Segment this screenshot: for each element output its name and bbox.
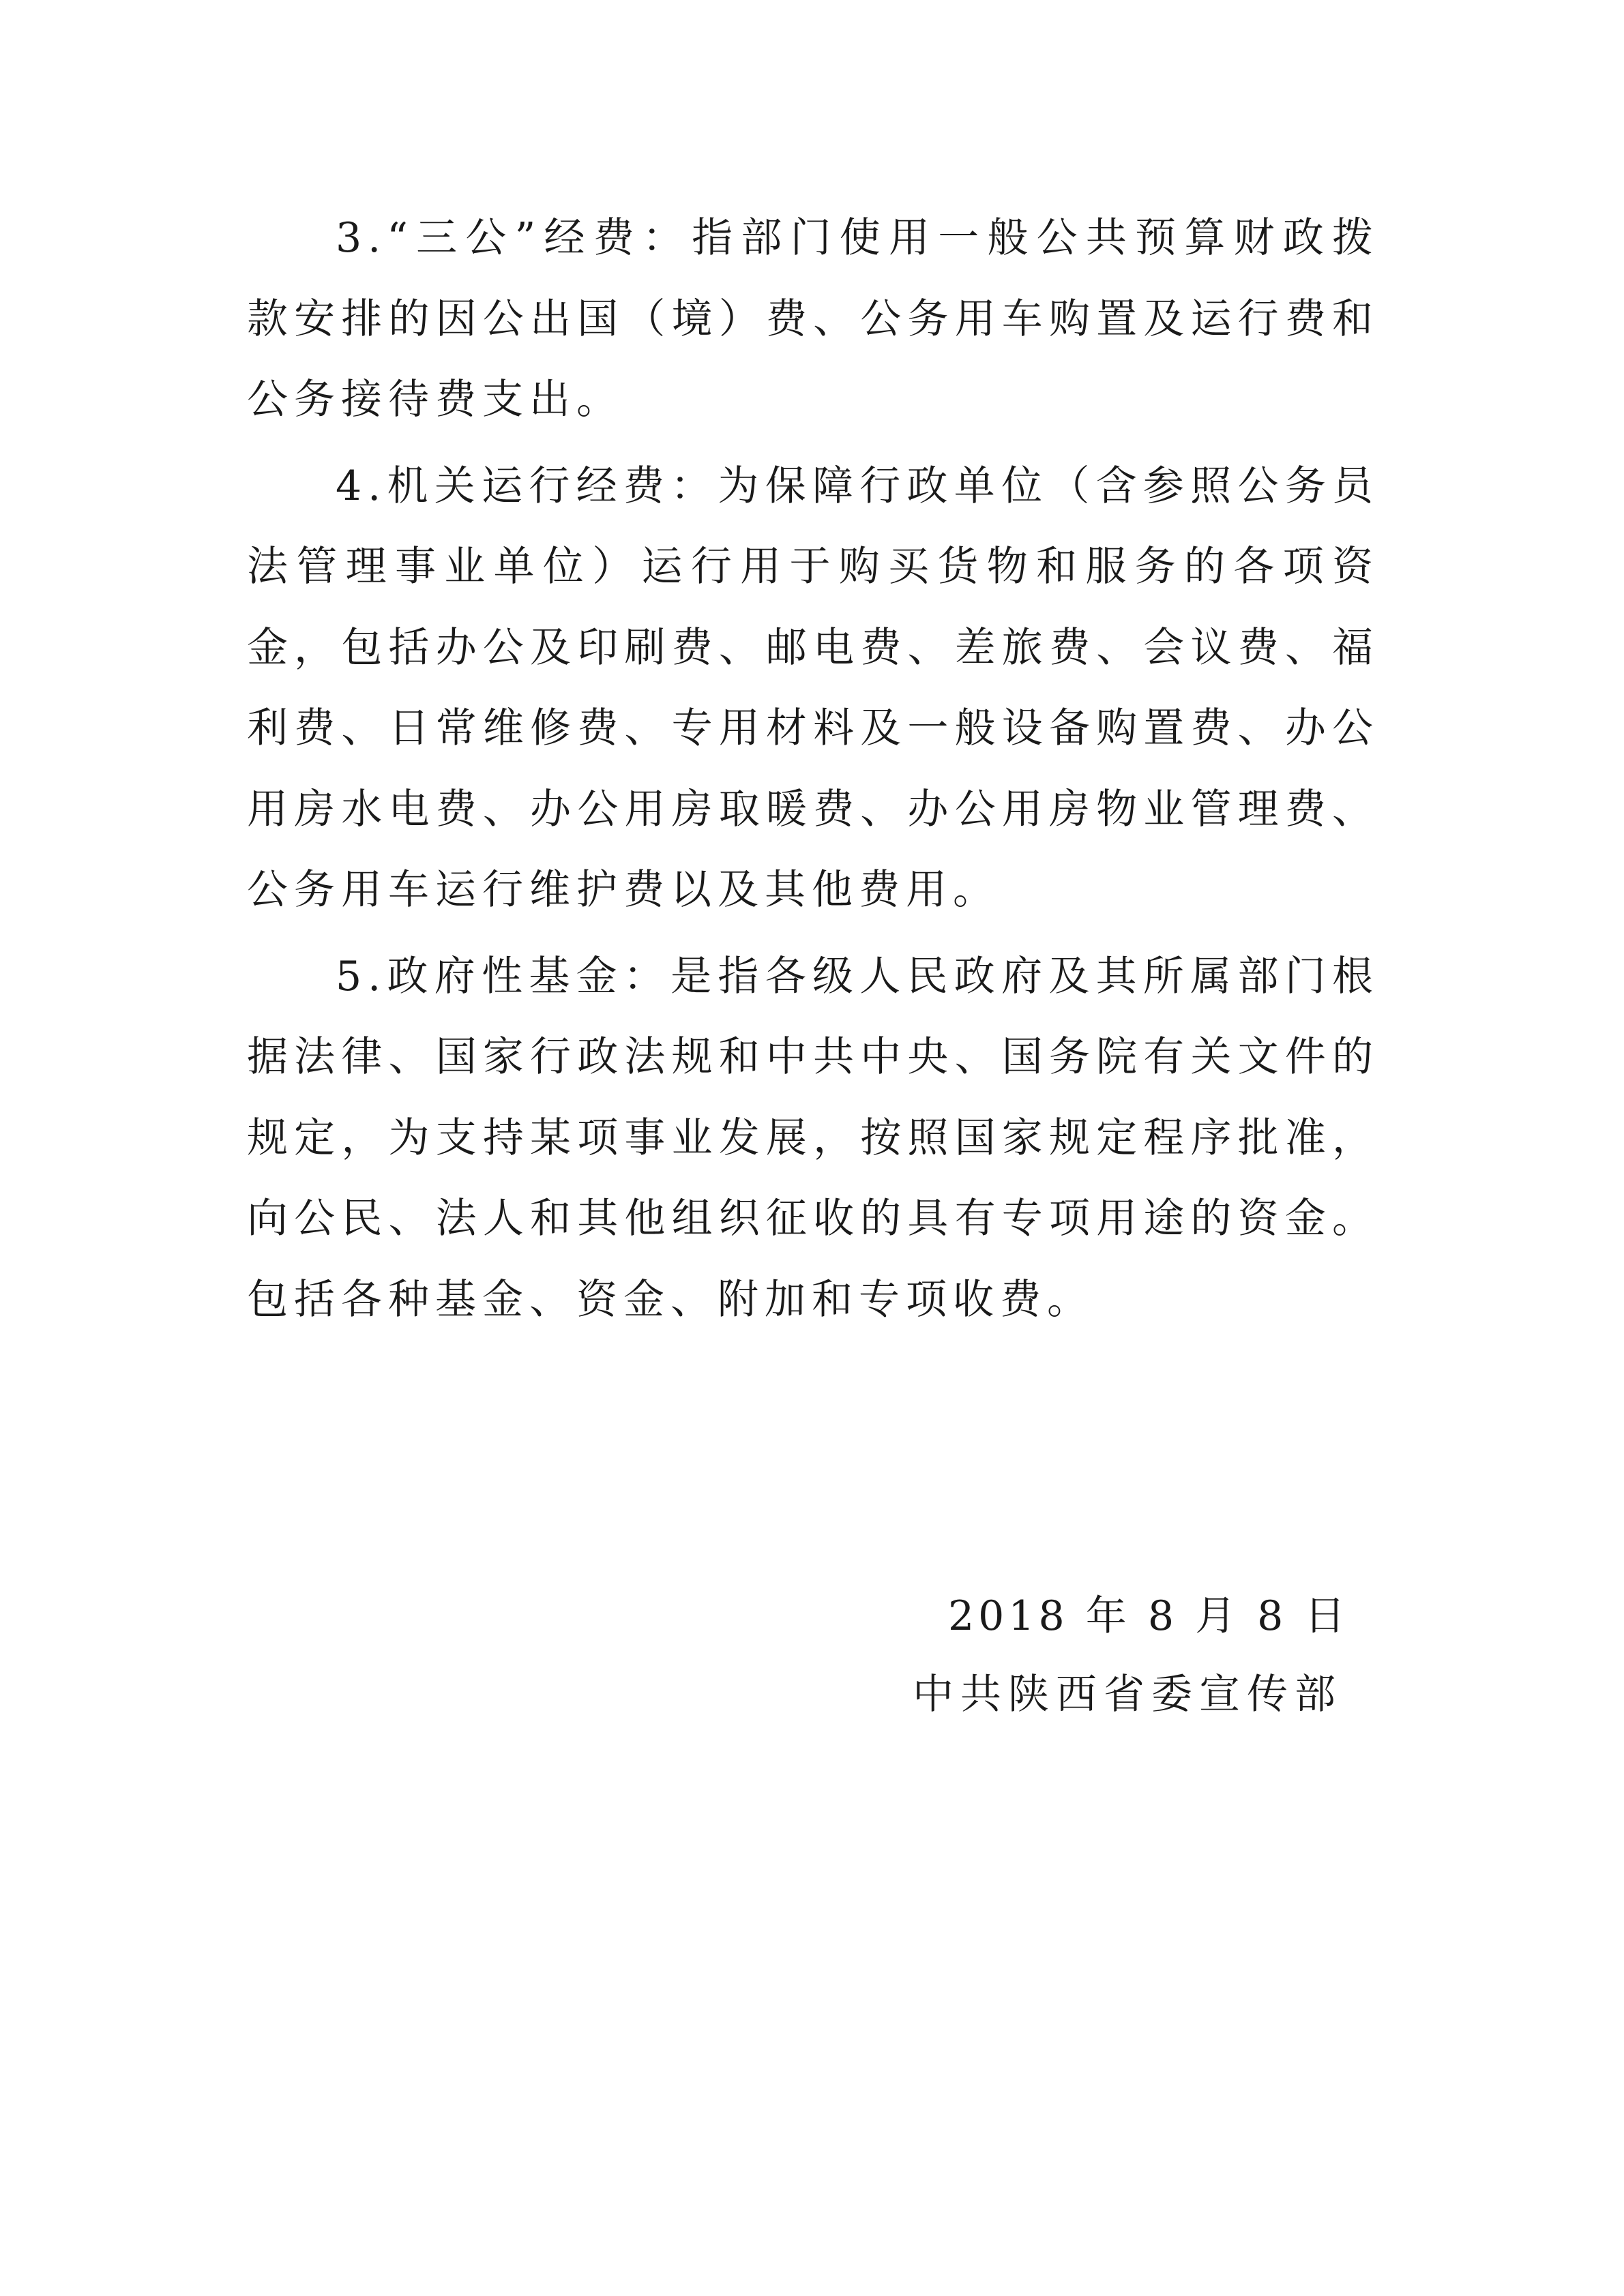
paragraph-three-public-expenses: 3.“三公”经费：指部门使用一般公共预算财政拨款安排的因公出国（境）费、公务用车购置及运行费和公务接待费支出。 bbox=[247, 214, 1379, 423]
signature-organization: 中共陕西省委宣传部 bbox=[913, 1671, 1342, 1718]
paragraph-agency-operating-expenses: 4.机关运行经费：为保障行政单位（含参照公务员法管理事业单位）运行用于购买货物和服务的各项资金，包括办公及印刷费、邮电费、差旅费、会议费、福利费、日常维修费、专用材料及一般设备购置费、办公用房水电费、办公用房取暖费、办公用房物业管理费、公务用车运行维护费以及其他费用。 bbox=[247, 462, 1379, 914]
signature-date: 2018 年 8 月 8 日 bbox=[948, 1592, 1350, 1640]
document-body bbox=[247, 198, 1379, 1345]
paragraph-government-funds: 5.政府性基金：是指各级人民政府及其所属部门根据法律、国家行政法规和中共中央、国务院有关文件的规定，为支持某项事业发展，按照国家规定程序批准，向公民、法人和其他组织征收的具有专项用途的资金。包括各种基金、资金、附加和专项收费。 bbox=[247, 952, 1379, 1324]
